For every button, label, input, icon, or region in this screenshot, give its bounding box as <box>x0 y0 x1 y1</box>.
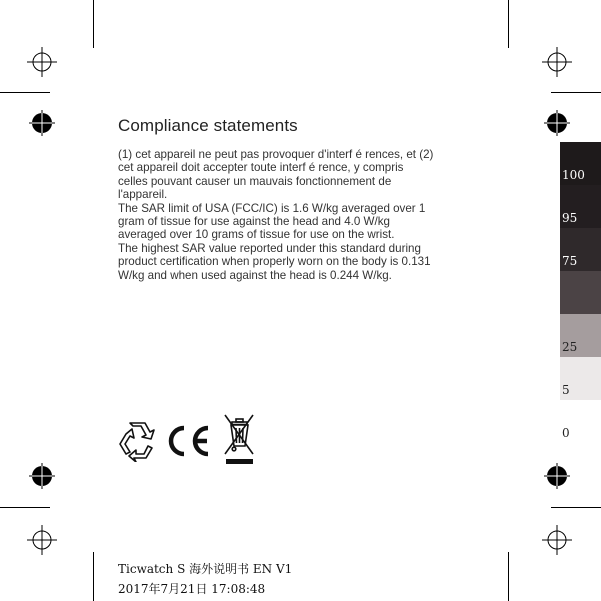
swatch-50 <box>560 271 601 314</box>
swatch-label: 100 <box>562 168 585 182</box>
body-line: l'appareil. <box>118 188 168 202</box>
bullet-mark-left-top <box>29 110 55 136</box>
trim-mark-right-bottom <box>551 507 601 508</box>
registration-mark-bottom-right <box>542 525 572 555</box>
swatch-5 <box>560 357 601 400</box>
body-line: averaged over 10 grams of tissue for use on the wrist. <box>118 228 395 242</box>
registration-mark-top-right <box>542 47 572 77</box>
ce-mark-icon <box>164 425 214 457</box>
bullet-mark-right-bottom <box>544 463 570 489</box>
registration-mark-top-left <box>27 47 57 77</box>
swatch-label: 25 <box>562 340 578 354</box>
swatch-label: 5 <box>562 383 570 397</box>
swatch-75 <box>560 228 601 271</box>
body-line: product certification when properly worn on the body is 0.131 <box>118 255 431 269</box>
swatch-label: 0 <box>562 426 570 440</box>
page-title: Compliance statements <box>118 116 298 135</box>
swatch-100 <box>560 142 601 185</box>
compliance-section <box>118 116 490 282</box>
trim-mark-top-right <box>508 0 509 48</box>
print-footer-filename: Ticwatch S 海外说明书 EN V1 <box>118 562 293 576</box>
registration-mark-bottom-left <box>27 525 57 555</box>
swatch-95 <box>560 185 601 228</box>
body-line: gram of tissue for use against the head and 4.0 W/kg <box>118 215 390 229</box>
trim-mark-bottom-right <box>508 552 509 601</box>
trim-mark-bottom-left <box>93 552 94 601</box>
swatch-0 <box>560 400 601 443</box>
swatch-25 <box>560 314 601 357</box>
print-footer-timestamp: 2017年7月21日 17:08:48 <box>118 582 266 596</box>
weee-bin-icon <box>222 412 256 468</box>
body-line: (1) cet appareil ne peut pas provoquer d'interf é rences, et (2) <box>118 148 434 161</box>
trim-mark-left-bottom <box>0 507 50 508</box>
color-density-bar <box>560 142 601 443</box>
certification-marks <box>116 412 262 468</box>
body-line: The SAR limit of USA (FCC/IC) is 1.6 W/kg averaged over 1 <box>118 201 426 215</box>
swatch-label: 95 <box>562 211 578 225</box>
trim-mark-left-top <box>0 92 50 93</box>
recycle-icon <box>116 420 158 462</box>
body-line: cet appareil doit accepter toute interf é rence, y compris <box>118 161 404 175</box>
body-line: W/kg and when used against the head is 0.244 W/kg. <box>118 268 392 282</box>
trim-mark-right-top <box>551 92 601 93</box>
body-line: celles pouvant causer un mauvais fonctionnement de <box>118 174 392 188</box>
compliance-body <box>118 148 490 282</box>
swatch-label: 75 <box>562 254 578 268</box>
trim-mark-top-left <box>93 0 94 48</box>
body-line: The highest SAR value reported under this standard during <box>118 241 421 255</box>
bullet-mark-left-bottom <box>29 463 55 489</box>
bullet-mark-right-top <box>544 110 570 136</box>
